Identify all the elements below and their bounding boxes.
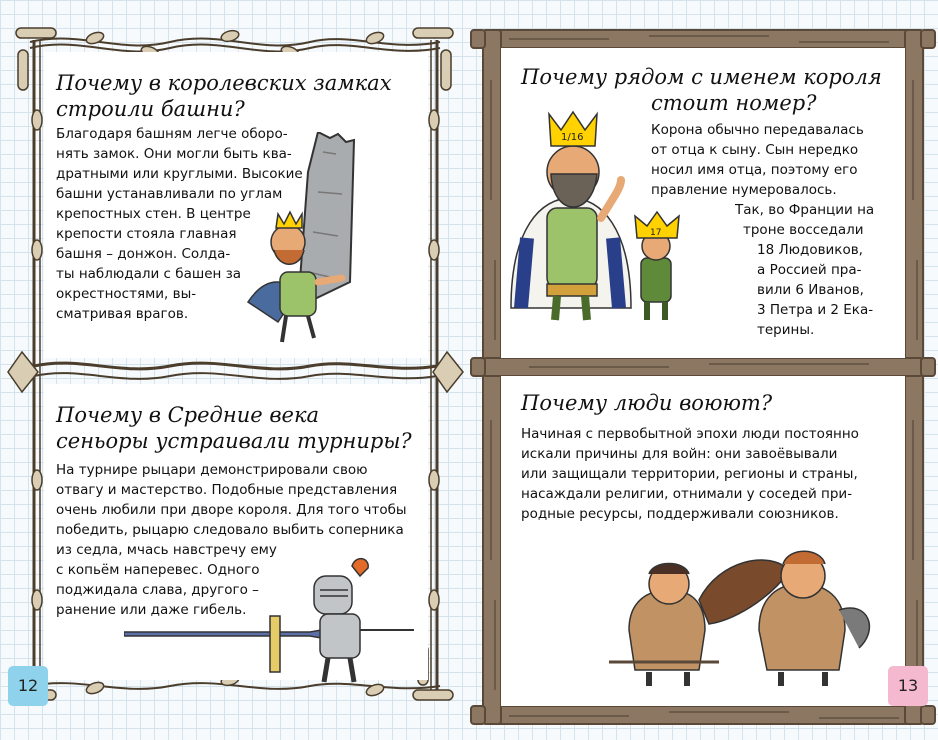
crown-icon — [276, 212, 302, 228]
page-number-13: 13 — [888, 666, 928, 706]
kings-illustration — [501, 108, 701, 328]
tournaments-text: На турнире рыцари демонстрировали свою отвагу и мастерство. Подобные представления очень любили при дворе короля. Для того чтобы победить, рыцарю следовало выбить соперника из седла, мчась навстречу ему с копьём наперевес. Одного поджидала слава, другого – ранение или даже гибель. — [56, 462, 407, 618]
tournaments-heading: Почему в Средние века сеньоры устраивали турниры? — [56, 403, 412, 453]
tower-king-illustration — [238, 132, 368, 352]
caveman-icon — [629, 564, 705, 687]
knight-illustration — [124, 556, 424, 686]
right-page — [469, 0, 938, 740]
king-number-text-top: Корона обычно передавалась от отца к сыну. Сын нередко носил имя отца, поэтому его правление нумеровалось. — [651, 122, 864, 198]
why-war-text: Начиная с первобытной эпохи люди постоянно искали причины для войн: они завоёвывали или защищали территории, регионы и страны, насаждали религии, отнимали у соседей при- родные ресурсы, поддерживали союзников. — [521, 426, 859, 522]
svg-text:17: 17 — [650, 228, 662, 238]
why-war-heading: Почему люди воюют? — [521, 391, 773, 415]
castle-towers-text: Благодаря башням легче оборо- нять замок. Они могли быть ква- дратными или круглыми. Высокие башни устанавливали по углам крепостных стен. В центре крепости стояла главная башня – донжон. Солда- ты наблюдали с башен за окрестностями, вы- сматривая врагов. — [56, 126, 303, 322]
lance-icon — [124, 616, 414, 672]
king-number-heading: Почему рядом с именем короля стоит номер? — [521, 65, 882, 115]
svg-text:1/16: 1/16 — [561, 132, 584, 143]
prince-icon — [635, 212, 679, 320]
page-number-12: 12 — [8, 666, 48, 706]
cavemen-illustration — [609, 540, 889, 690]
castle-towers-heading: Почему в королевских замках строили башни? — [56, 71, 392, 121]
king-icon — [511, 112, 631, 320]
knight-icon — [314, 559, 368, 682]
king-number-text-bottom: Так, во Франции на троне восседали 18 Людовиков, а Россией пра- вили 6 Иванов, 3 Петра и 2 Ека- терины. — [735, 202, 875, 338]
